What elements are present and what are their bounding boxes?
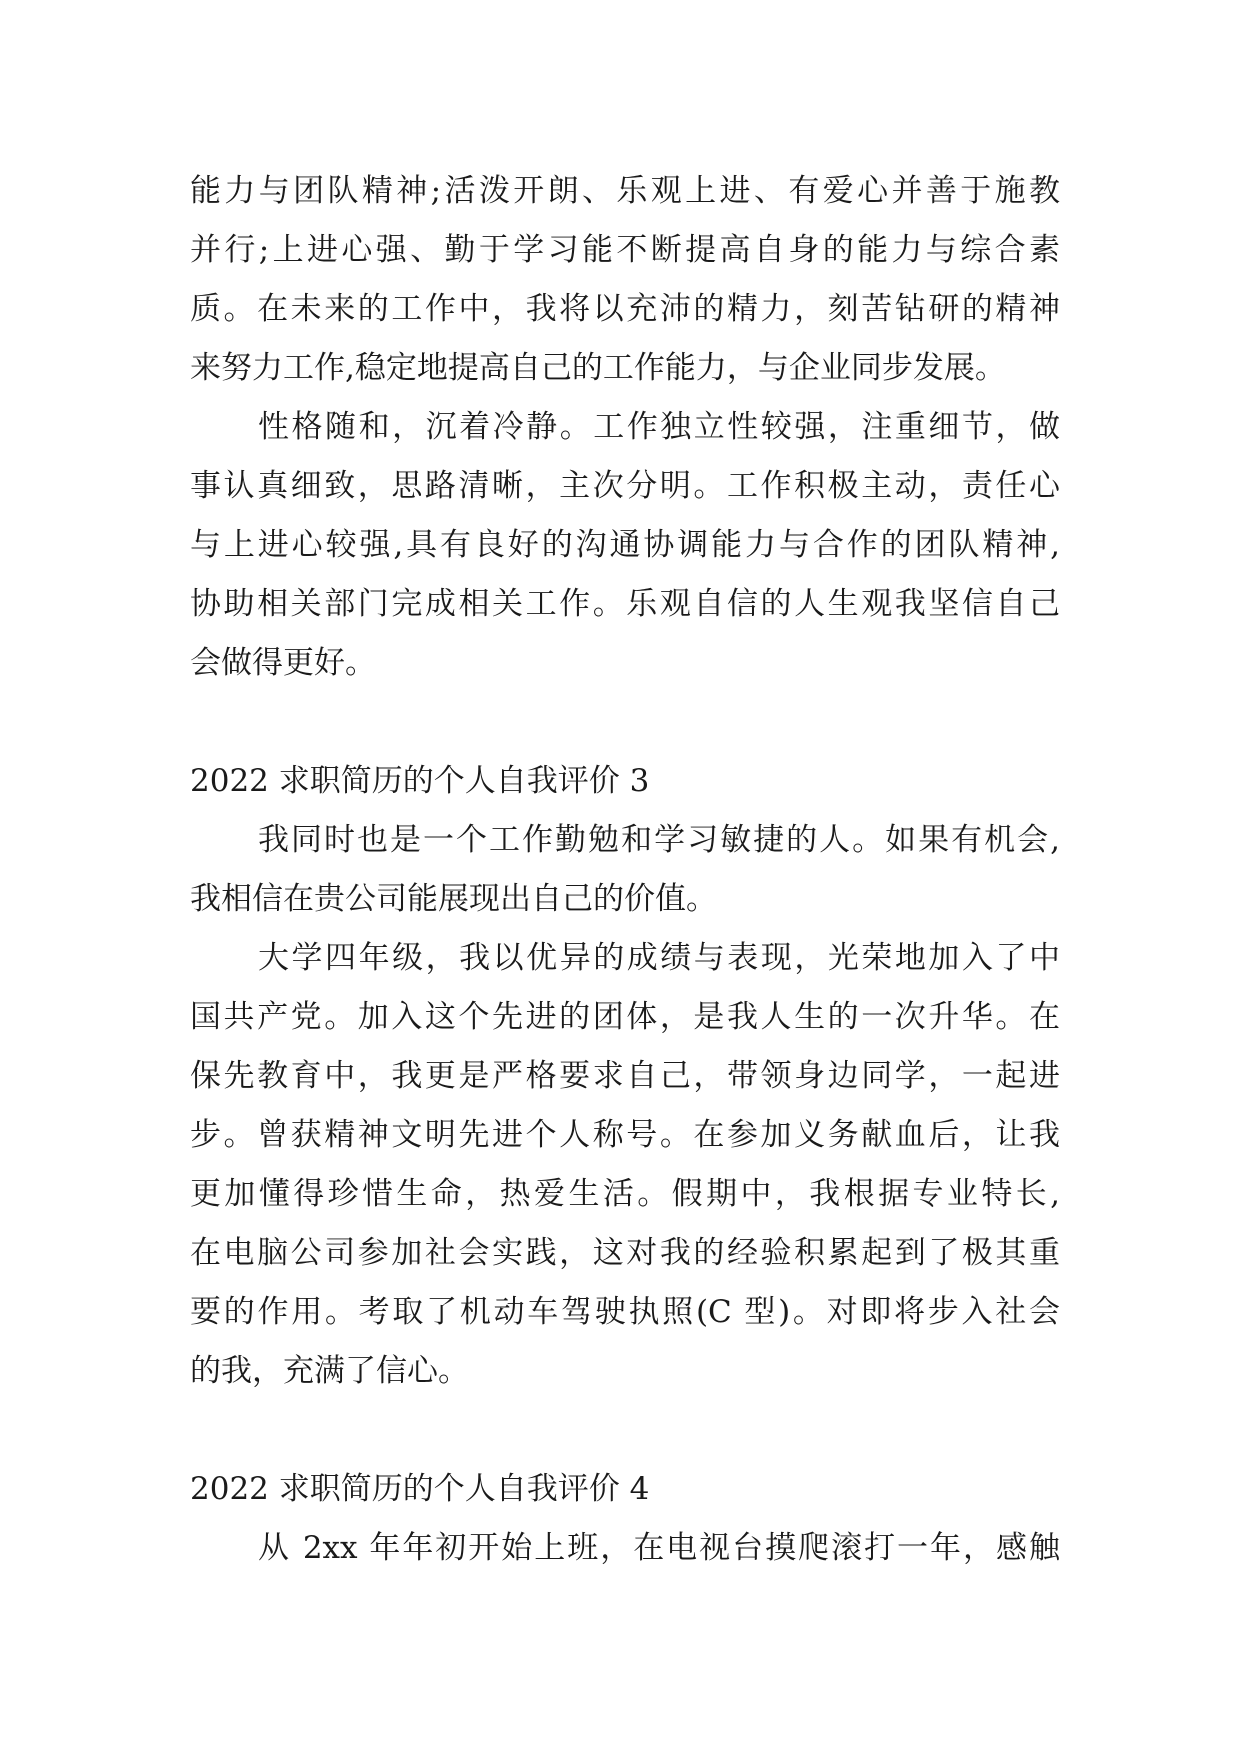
text-line: 国共产党。加入这个先进的团体，是我人生的一次升华。在 bbox=[190, 999, 1060, 1035]
text-line: 我相信在贵公司能展现出自己的价值。 bbox=[190, 881, 717, 917]
text-line: 能力与团队精神;活泼开朗、乐观上进、有爱心并善于施教 bbox=[190, 173, 1060, 209]
paragraph-diligent bbox=[190, 811, 1060, 929]
text-line: 与上进心较强,具有良好的沟通协调能力与合作的团队精神, bbox=[190, 527, 1060, 563]
text-line: 要的作用。考取了机动车驾驶执照(C 型)。对即将步入社会 bbox=[190, 1294, 1060, 1330]
section-heading-3: 2022 求职简历的个人自我评价 3 bbox=[190, 763, 650, 799]
text-line: 大学四年级，我以优异的成绩与表现，光荣地加入了中 bbox=[258, 940, 1060, 976]
section-gap bbox=[190, 693, 1060, 752]
text-line: 性格随和，沉着冷静。工作独立性较强，注重细节，做 bbox=[258, 409, 1060, 445]
paragraph-university bbox=[190, 929, 1060, 1401]
section-gap bbox=[190, 1401, 1060, 1460]
text-line: 事认真细致，思路清晰，主次分明。工作积极主动，责任心 bbox=[190, 468, 1060, 504]
text-line: 来努力工作,稳定地提高自己的工作能力，与企业同步发展。 bbox=[190, 350, 1006, 386]
paragraph-continued bbox=[190, 162, 1060, 398]
text-line: 会做得更好。 bbox=[190, 645, 376, 681]
text-line: 保先教育中，我更是严格要求自己，带领身边同学，一起进 bbox=[190, 1058, 1060, 1094]
text-line: 质。在未来的工作中，我将以充沛的精力，刻苦钻研的精神 bbox=[190, 291, 1060, 327]
text-line: 并行;上进心强、勤于学习能不断提高自身的能力与综合素 bbox=[190, 232, 1060, 268]
paragraph-tv-station bbox=[190, 1519, 1060, 1578]
text-line: 更加懂得珍惜生命，热爱生活。假期中，我根据专业特长, bbox=[190, 1176, 1060, 1212]
text-line: 在电脑公司参加社会实践，这对我的经验积累起到了极其重 bbox=[190, 1235, 1060, 1271]
text-line: 的我，充满了信心。 bbox=[190, 1353, 469, 1389]
paragraph-personality bbox=[190, 398, 1060, 693]
text-line: 协助相关部门完成相关工作。乐观自信的人生观我坚信自己 bbox=[190, 586, 1060, 622]
text-line: 从 2xx 年年初开始上班，在电视台摸爬滚打一年，感触 bbox=[258, 1530, 1060, 1566]
text-line: 我同时也是一个工作勤勉和学习敏捷的人。如果有机会, bbox=[258, 822, 1060, 858]
document-body bbox=[190, 162, 1060, 1578]
section-heading-4: 2022 求职简历的个人自我评价 4 bbox=[190, 1471, 650, 1507]
text-line: 步。曾获精神文明先进个人称号。在参加义务献血后，让我 bbox=[190, 1117, 1060, 1153]
